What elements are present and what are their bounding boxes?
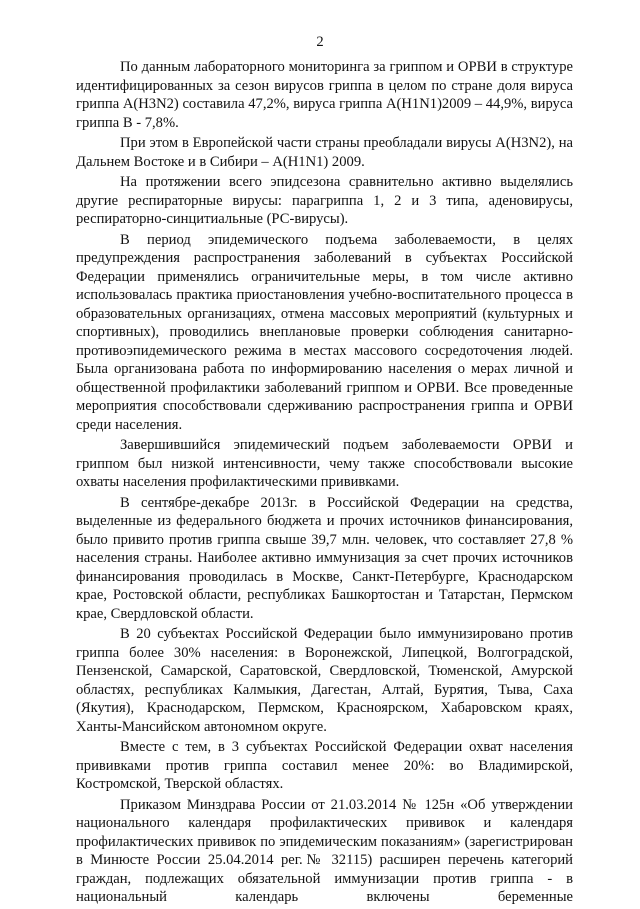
paragraph-other-viruses: На протяжении всего эпидсезона сравнительно активно выделялись другие респираторные вирусы: парагриппа 1, 2 и 3 типа, аденовирусы, респираторно-синцитиальные (РС-вирусы). — [76, 174, 573, 227]
paragraph-low-intensity: Завершившийся эпидемический подъем заболеваемости ОРВИ и гриппом был низкой интенсивности, чему также способствовали высокие охваты населения профилактическими прививками. — [76, 437, 573, 490]
page-number: 2 — [316, 34, 324, 50]
paragraph-regional-viruses: При этом в Европейской части страны преобладали вирусы A(H3N2), на Дальнем Востоке и в Сибири – A(H1N1) 2009. — [76, 135, 573, 170]
paragraph-lab-monitoring: По данным лабораторного мониторинга за гриппом и ОРВИ в структуре идентифицированных за сезон вирусов гриппа в целом по стране доля вируса гриппа A(H3N2) составила 47,2%, вируса гриппа A(H1N1)2009 – 44,9%, вируса гриппа В - 7,8%. — [76, 59, 573, 131]
paragraph-vaccination-coverage: В сентябре-декабре 2013г. в Российской Федерации на средства, выделенные из федерального бюджета и прочих источников финансирования, было привито против гриппа свыше 39,7 млн. человек, что составляет 27,8 % населения страны. Наиболее активно иммунизация за счет прочих источников финансирования проводилась в Москве, Санкт-Петербурге, Краснодарском крае, Ростовской области, республиках Башкортостан и Татарстан, Пермском крае, Свердловской области. — [76, 494, 573, 622]
paragraph-ministry-order: Приказом Минздрава России от 21.03.2014 № 125н «Об утверждении национального календаря профилактических прививок и календаря профилактических прививок по эпидемическим показаниям» (зарегистрирован в Минюсте России 25.04.2014 рег.№ 32115) расширен перечень категорий граждан, подлежащих обязательной иммунизации против гриппа - в национальный календарь включены беременные — [76, 796, 573, 905]
paragraph-low-coverage-regions: Вместе с тем, в 3 субъектах Российской Федерации охват населения прививками против гриппа составил менее 20%: во Владимирской, Костромской, Тверской областях. — [76, 739, 573, 792]
document-body — [76, 58, 573, 909]
paragraph-high-coverage-regions: В 20 субъектах Российской Федерации было иммунизировано против гриппа более 30% населения: в Воронежской, Липецкой, Волгоградской, Пензенской, Самарской, Саратовской, Свердловской, Тюменской, Амурской областях, республиках Калмыкия, Дагестан, Алтай, Бурятия, Тыва, Саха (Якутия), Краснодарском, Пермском, Красноярском, Хабаровском краях, Ханты-Мансийском автономном округе. — [76, 626, 573, 735]
paragraph-restrictive-measures: В период эпидемического подъема заболеваемости, в целях предупреждения распространения заболеваний в субъектах Российской Федерации применялись ограничительные меры, в том числе активно использовалась практика приостановления учебно-воспитательного процесса в образовательных организациях, отмена массовых мероприятий (культурных и спортивных), проводились внеплановые проверки соблюдения санитарно-противоэпидемического режима в местах массового сосредоточения людей. Была организована работа по информированию населения о мерах личной и общественной профилактики заболеваний гриппом и ОРВИ. Все проведенные мероприятия способствовали сдерживанию распространения гриппа и ОРВИ среди населения. — [76, 231, 573, 433]
